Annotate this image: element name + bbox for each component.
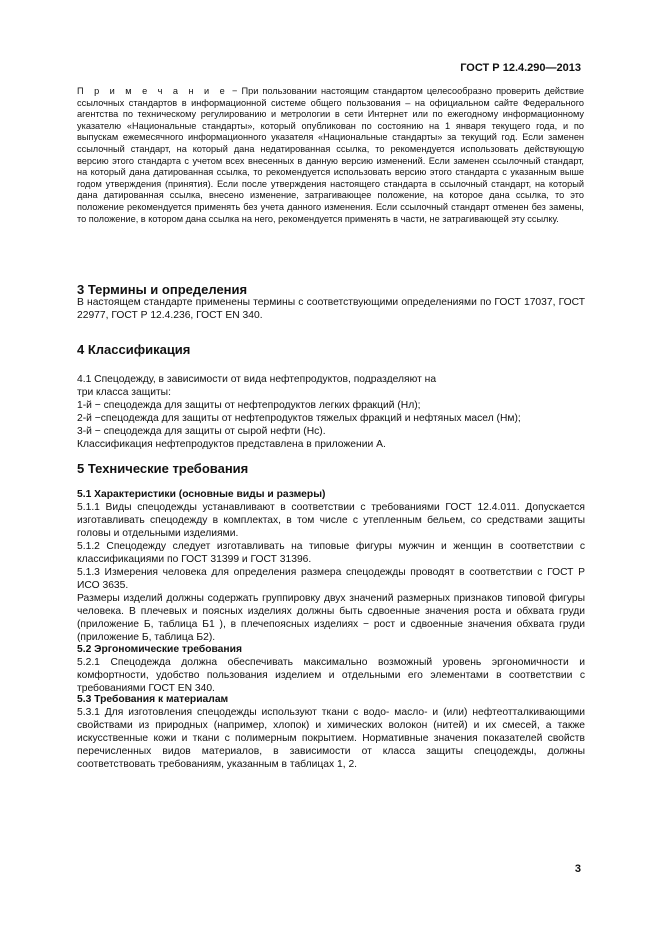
section-5-heading: 5 Технические требования: [77, 461, 249, 476]
s4-line-4: 2-й −спецодежда для защиты от нефтепродуктов тяжелых фракций и нефтяных масел (Нм);: [77, 413, 521, 424]
section-3-text: [77, 296, 585, 322]
para-5-1-3: [77, 566, 585, 592]
section-4-heading: 4 Классификация: [77, 342, 191, 357]
section-3-body: В настоящем стандарте применены термины с соответствующими определениями по ГОСТ 17037, ГОСТ 22977, ГОСТ Р 12.4.236, ГОСТ EN 340.: [77, 297, 585, 321]
subsection-5-3-title: 5.3 Требования к материалам: [77, 694, 229, 705]
para-5-1-1: [77, 501, 585, 540]
para-5-3-1: [77, 706, 585, 771]
para-5-1-1-text: 5.1.1 Виды спецодежды устанавливают в соответствии с требованиями ГОСТ 12.4.011. Допускается изготавливать спецодежду в комплектах, в том числе с утепленным бельем, со средствами защиты головы и отдельными изделиями.: [77, 502, 585, 539]
s4-line-1: 4.1 Спецодежду, в зависимости от вида нефтепродуктов, подразделяют на: [77, 374, 437, 385]
s4-line-6: Классификация нефтепродуктов представлена в приложении А.: [77, 439, 386, 450]
para-5-1-2: [77, 540, 585, 566]
para-5-3-1-text: 5.3.1 Для изготовления спецодежды используют ткани с водо- масло- и (или) нефтеотталкивающими свойствами из природных (например, хлопок) и химических волокон (нитей) и их смесей, а также искусственные кожи и ткани с полимерным покрытием. Нормативные значения показателей свойств перечисленных видов материалов, в зависимости от класса защиты спецодежды, должны соответствовать требованиям, указанным в таблицах 1, 2.: [77, 707, 585, 770]
s4-line-3: 1-й − спецодежда для защиты от нефтепродуктов легких фракций (Нл);: [77, 400, 421, 411]
note-label: П р и м е ч а н и е: [77, 86, 228, 96]
subsection-5-2-title: 5.2 Эргономические требования: [77, 644, 242, 655]
subsection-5-1-title: 5.1 Характеристики (основные виды и размеры): [77, 489, 326, 500]
page-number: 3: [574, 863, 581, 875]
note-text: − При пользовании настоящим стандартом целесообразно проверить действие ссылочных стандартов в информационной системе общего пользования – на официальном сайте Федерального агентства по техническому регулированию и метрологии в сети Интернет или по ежегодному информационному указателю «Национальные стандарты», который опубликован по состоянию на 1 января текущего года, и по выпускам ежемесячного информационного указателя «Национальные стандарты» за текущий год. Если заменен ссылочный стандарт, на который дана недатированная ссылка, то рекомендуется использовать действующую версию этого стандарта с учетом всех внесенных в данную версию изменений. Если заменен ссылочный стандарт, на который дана датированная ссылка, то рекомендуется использовать версию этого стандарта с указанным выше годом утверждения (принятия). Если после утверждения настоящего стандарта в ссылочный стандарт, на который дана датированная ссылка, внесено изменение, затрагивающее положение, на которое дана ссылка, то это положение рекомендуется применять без учета данного изменения. Если ссылочный стандарт отменен без замены, то положение, в котором дана ссылка на него, рекомендуется применять в части, не затрагивающей эту ссылку.: [77, 86, 584, 224]
para-5-1-3-sizes-text: Размеры изделий должны содержать группировку двух значений размерных признаков типовой фигуры человека. В плечевых и поясных изделиях должны быть сдвоенные значения роста и обхвата груди (приложение Б, таблица Б1 ), в плечепоясных изделиях − рост и сдвоенные значения обхвата груди (приложение Б, таблица Б2).: [77, 593, 585, 643]
s4-line-5: 3-й − спецодежда для защиты от сырой нефти (Нс).: [77, 426, 326, 437]
para-5-1-3-sizes: [77, 592, 585, 644]
para-5-2-1: [77, 656, 585, 695]
note-paragraph: [77, 86, 584, 225]
s4-line-2: три класса защиты:: [77, 387, 171, 398]
section-3-heading: 3 Термины и определения: [77, 282, 248, 297]
para-5-1-2-text: 5.1.2 Спецодежду следует изготавливать на типовые фигуры мужчин и женщин в соответствии с классификациями по ГОСТ 31399 и ГОСТ 31396.: [77, 541, 585, 565]
para-5-2-1-text: 5.2.1 Спецодежда должна обеспечивать максимально возможный уровень эргономичности и комфортности, удобство пользования изделием и отдельными его элементами в соответствии с требованиями ГОСТ EN 340.: [77, 657, 585, 694]
document-id: ГОСТ Р 12.4.290—2013: [460, 62, 581, 74]
para-5-1-3-text: 5.1.3 Измерения человека для определения размера спецодежды проводят в соответствии с ГОСТ Р ИСО 3635.: [77, 567, 585, 591]
